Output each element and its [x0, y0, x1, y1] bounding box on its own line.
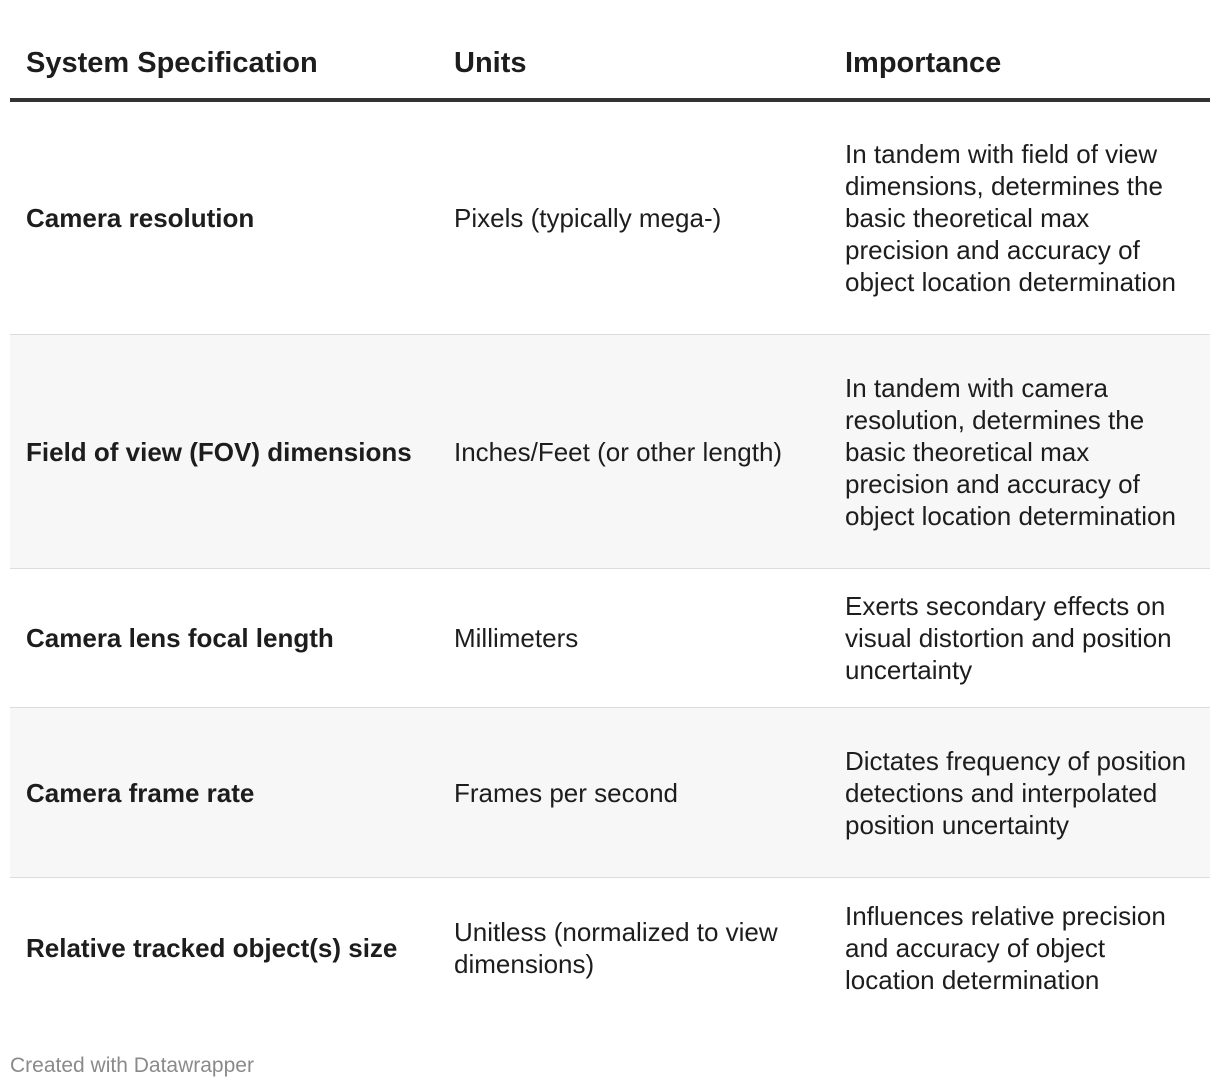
- importance-cell: In tandem with camera resolution, determines the basic theoretical max precision and accuracy of object location determination: [845, 372, 1176, 531]
- importance-cell: Exerts secondary effects on visual distortion and position uncertainty: [845, 591, 1172, 685]
- spec-cell: Camera lens focal length: [26, 623, 334, 653]
- importance-cell: Influences relative precision and accuracy of object location determination: [845, 900, 1166, 995]
- header-system-specification: System Specification: [26, 47, 318, 79]
- spec-cell: Field of view (FOV) dimensions: [26, 436, 412, 467]
- table-row: [10, 335, 1210, 569]
- spec-cell: Camera frame rate: [26, 777, 255, 808]
- table-row: [10, 569, 1210, 708]
- units-cell: Millimeters: [454, 623, 579, 653]
- header-importance: Importance: [845, 47, 1002, 79]
- importance-cell: In tandem with field of view dimensions, determines the basic theoretical max precision and accuracy of object location determination: [845, 139, 1176, 297]
- spec-cell: Camera resolution: [26, 203, 255, 233]
- datawrapper-credit[interactable]: Created with Datawrapper: [10, 1054, 254, 1077]
- spec-cell: Relative tracked object(s) size: [26, 932, 398, 963]
- table-row: [10, 708, 1210, 878]
- header-units: Units: [454, 47, 527, 79]
- importance-cell: Dictates frequency of position detections and interpolated position uncertainty: [845, 745, 1187, 840]
- units-cell: Pixels (typically mega-): [454, 203, 722, 233]
- units-cell: Inches/Feet (or other length): [454, 436, 783, 467]
- table-header: [10, 0, 1210, 102]
- table-row: [10, 102, 1210, 335]
- units-cell: Frames per second: [454, 777, 678, 808]
- units-cell: Unitless (normalized to view dimensions): [454, 916, 778, 979]
- spec-table: [10, 0, 1210, 1017]
- table-row: [10, 878, 1210, 1017]
